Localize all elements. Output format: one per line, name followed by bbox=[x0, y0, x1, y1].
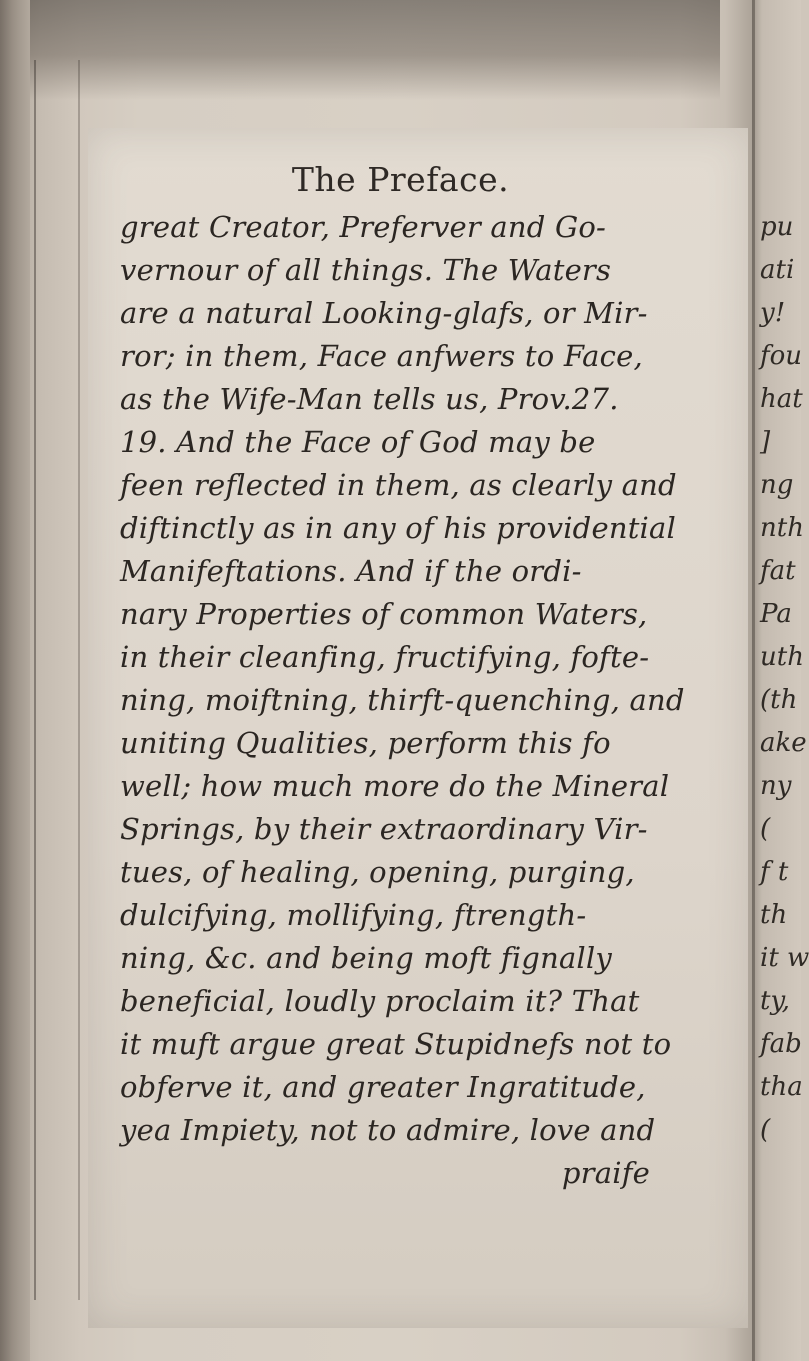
text-fragment: ati bbox=[760, 255, 795, 285]
text-fragment: nth bbox=[760, 513, 804, 543]
text-fragment: uth bbox=[760, 642, 804, 672]
text-line: yea Impiety, not to admire, love and bbox=[120, 1113, 656, 1147]
page-fold-line bbox=[78, 60, 80, 1300]
text-line: 19. And the Face of God may be bbox=[120, 425, 596, 459]
text-line: diftinctly as in any of his providential bbox=[120, 511, 676, 545]
text-fragment: (th bbox=[760, 685, 798, 715]
text-fragment: it w bbox=[760, 943, 809, 973]
text-line: well; how much more do the Mineral bbox=[120, 769, 670, 803]
adjacent-page-rule bbox=[752, 0, 755, 1361]
running-head: The Preface. bbox=[291, 160, 510, 199]
text-line: ning, &c. and being moft fignally bbox=[120, 941, 612, 975]
page-fold-line bbox=[34, 60, 36, 1300]
text-line: vernour of all things. The Waters bbox=[120, 253, 612, 287]
text-fragment: hat bbox=[760, 384, 803, 414]
text-fragment: ] bbox=[760, 427, 771, 457]
catchword: praife bbox=[561, 1156, 650, 1190]
text-line: are a natural Looking-glafs, or Mir- bbox=[120, 296, 648, 330]
text-fragment: ake bbox=[760, 728, 807, 758]
text-line: ning, moiftning, thirft-quenching, and bbox=[120, 683, 685, 717]
text-line: ror; in them, Face anfwers to Face, bbox=[120, 339, 643, 373]
text-fragment: ( bbox=[760, 1115, 771, 1145]
text-fragment: th bbox=[760, 900, 788, 930]
text-fragment: ng bbox=[760, 470, 794, 500]
adjacent-page-edge bbox=[752, 0, 809, 1361]
text-line: uniting Qualities, perform this fo bbox=[120, 726, 611, 760]
scan-top-shadow bbox=[30, 0, 720, 100]
text-fragment: fab bbox=[760, 1029, 802, 1059]
text-line: tues, of healing, opening, purging, bbox=[120, 855, 635, 889]
text-fragment: f t bbox=[760, 857, 789, 887]
text-fragment: y! bbox=[760, 298, 786, 328]
text-line: Manifeftations. And if the ordi- bbox=[120, 554, 582, 588]
text-line: Springs, by their extraordinary Vir- bbox=[120, 812, 648, 846]
text-line: beneficial, loudly proclaim it? That bbox=[120, 984, 640, 1018]
text-line: great Creator, Preferver and Go- bbox=[120, 210, 606, 244]
text-fragment: tha bbox=[760, 1072, 803, 1102]
text-fragment: fat bbox=[760, 556, 796, 586]
adjacent-page-fragments bbox=[760, 206, 809, 1152]
text-fragment: ( bbox=[760, 814, 771, 844]
text-fragment: Pa bbox=[760, 599, 792, 629]
text-line: nary Properties of common Waters, bbox=[120, 597, 648, 631]
text-line: as the Wife-Man tells us, Prov.27. bbox=[120, 382, 619, 416]
text-fragment: ny bbox=[760, 771, 792, 801]
binding-edge bbox=[0, 0, 30, 1361]
text-fragment: fou bbox=[760, 341, 803, 371]
text-line: dulcifying, mollifying, ftrength- bbox=[120, 898, 587, 932]
body-text bbox=[120, 206, 710, 1195]
text-line: it muft argue great Stupidnefs not to bbox=[120, 1027, 672, 1061]
text-line: obferve it, and greater Ingratitude, bbox=[120, 1070, 646, 1104]
text-fragment: ty, bbox=[760, 986, 790, 1016]
text-fragment: pu bbox=[760, 212, 794, 242]
text-line: feen reflected in them, as clearly and bbox=[120, 468, 677, 502]
text-line: in their cleanfing, fructifying, fofte- bbox=[120, 640, 650, 674]
